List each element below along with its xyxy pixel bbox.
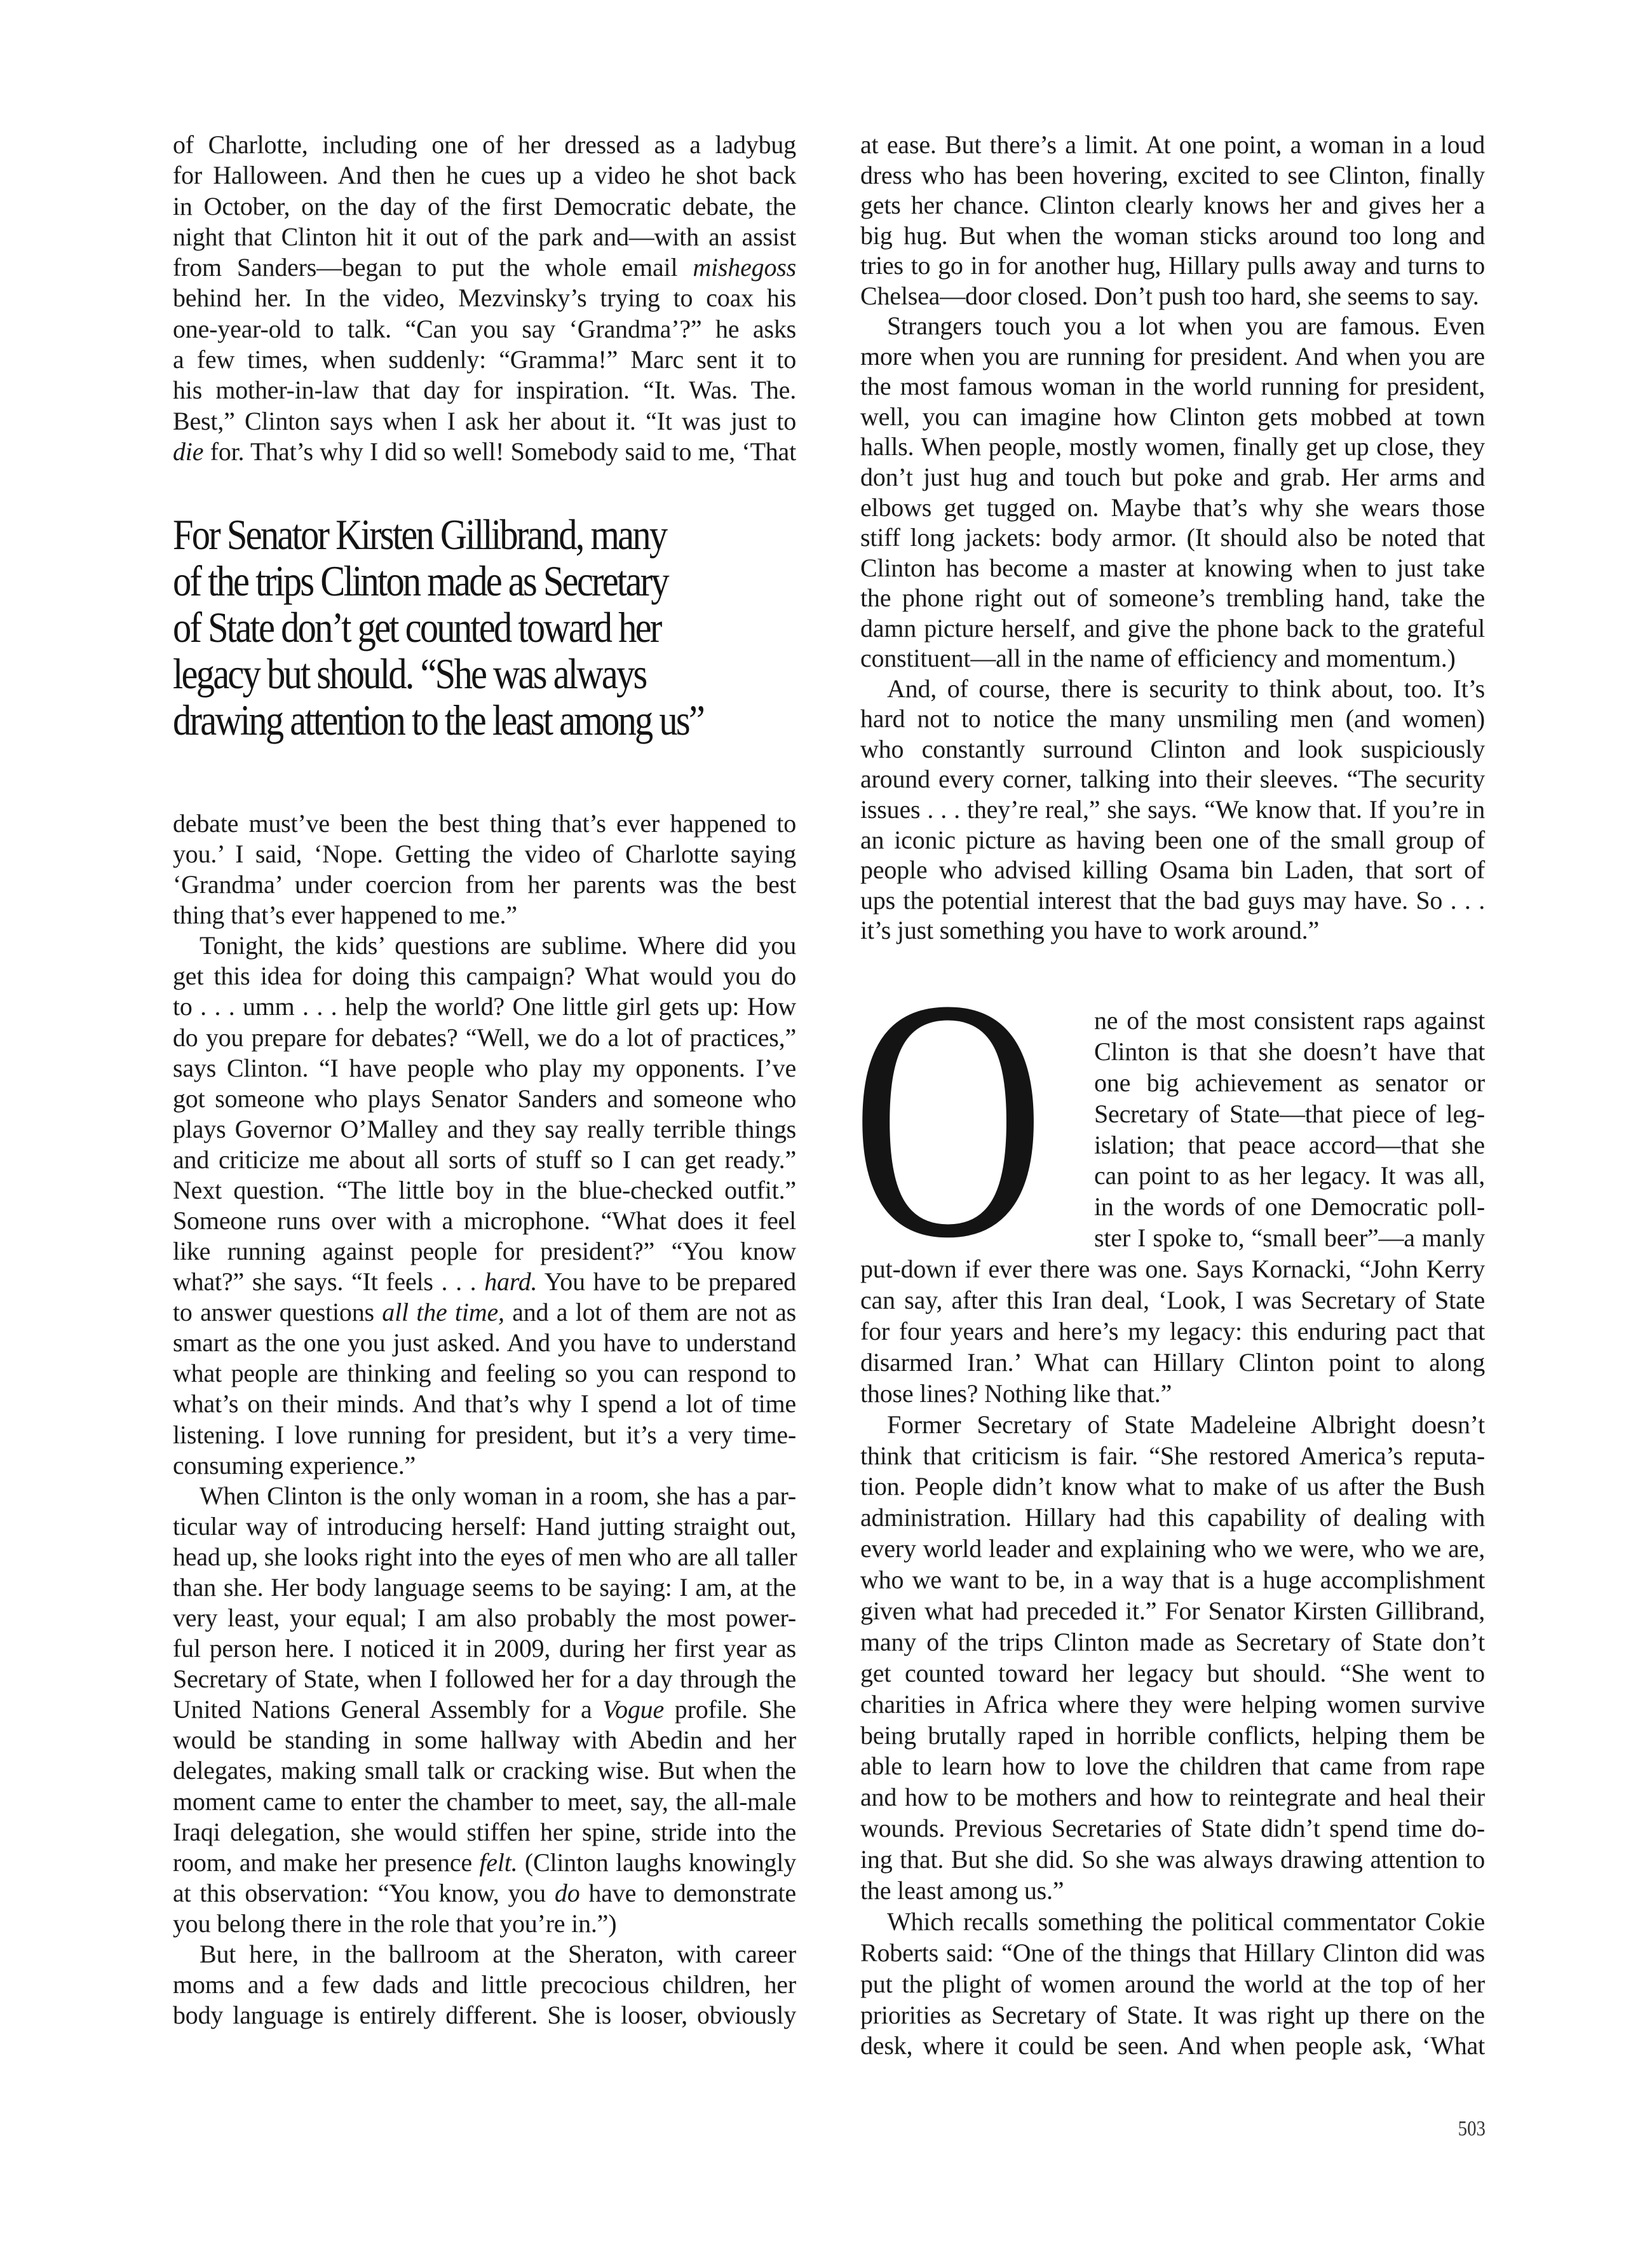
text-line: get counted toward her legacy but should. “She went to [860, 1658, 1485, 1687]
text-line: what?” she says. “It feels . . . hard. You have to be prepared [173, 1267, 796, 1297]
text-line: at this observation: “You know, you do have to demonstrate [173, 1878, 796, 1907]
text-line: ups the potential interest that the bad guys may have. So . . . [860, 885, 1485, 915]
text-line: delegates, making small talk or cracking wise. But when the [173, 1756, 796, 1785]
text-line: Iraqi delegation, she would stiffen her spine, stride into the [173, 1817, 796, 1846]
text-line: the least among us.” [860, 1876, 1064, 1905]
text-line: ing that. But she did. So she was always drawing attention to [860, 1845, 1485, 1874]
text-line: for Halloween. And then he cues up a video he shot back [173, 161, 796, 190]
text-line: of Charlotte, including one of her dressed as a ladybug [173, 130, 796, 159]
text-line: one-year-old to talk. “Can you say ‘Grandma’?” he asks [173, 314, 796, 343]
text-line: room, and make her presence felt. (Clinton laughs knowingly [173, 1848, 797, 1877]
text-line: priorities as Secretary of State. It was right up there on the [860, 2000, 1485, 2029]
text-line: to answer questions all the time, and a lot of them are not as [173, 1298, 796, 1327]
text-line: dress who has been hovering, excited to see Clinton, finally [860, 160, 1485, 189]
text-line: desk, where it could be seen. And when people ask, ‘What [860, 2031, 1485, 2060]
italic-emphasis: all the time, [382, 1298, 504, 1327]
text-line: in the words of one Democratic poll- [1094, 1192, 1485, 1222]
pull-quote-line: For Senator Kirsten Gillibrand, many [173, 510, 667, 559]
italic-emphasis: mishegoss [693, 253, 796, 282]
text-line: charities in Africa where they were helping women survive [860, 1689, 1485, 1719]
text-line: more when you are running for president. And when you are [860, 341, 1485, 371]
text-line: think that criticism is fair. “She restored America’s reputa- [860, 1441, 1485, 1470]
text-line: debate must’ve been the best thing that’s ever happened to [173, 809, 796, 838]
text-line: Clinton is that she doesn’t have that [1094, 1037, 1485, 1066]
pull-quote-line: legacy but should. “She was always [173, 650, 646, 698]
text-line: Secretary of State—that piece of leg- [1094, 1099, 1485, 1128]
text-line: very least, your equal; I am also probably the most power- [173, 1603, 796, 1633]
text-line: constituent—all in the name of efficiency and momentum.) [860, 644, 1456, 673]
text-line: wounds. Previous Secretaries of State didn’t spend time do- [860, 1814, 1485, 1843]
text-line: listening. I love running for president, but it’s a very time- [173, 1420, 796, 1449]
text-line: administration. Hillary had this capability of dealing with [860, 1503, 1485, 1532]
text-line: than she. Her body language seems to be saying: I am, at the [173, 1572, 796, 1602]
text-line: it’s just something you have to work around.” [860, 916, 1320, 945]
text-line: damn picture herself, and give the phone back to the grateful [860, 613, 1485, 643]
text-line: the most famous woman in the world running for president, [860, 372, 1485, 401]
text-line: smart as the one you just asked. And you have to understand [173, 1328, 796, 1358]
text-line: die for. That’s why I did so well! Somebody said to me, ‘That [173, 437, 796, 466]
text-line: behind her. In the video, Mezvinsky’s trying to coax his [173, 283, 796, 313]
text-line: gets her chance. Clinton clearly knows her and gives her a [860, 191, 1485, 220]
left-column-top-text [173, 130, 796, 467]
text-line: islation; that peace accord—that she [1094, 1130, 1485, 1159]
text-line: what’s on their minds. And that’s why I spend a lot of time [173, 1389, 796, 1419]
text-line: thing that’s ever happened to me.” [173, 901, 517, 930]
text-line: Next question. “The little boy in the blue-checked outfit.” [173, 1175, 796, 1204]
text-line: people who advised killing Osama bin Laden, that sort of [860, 855, 1485, 885]
text-line: a few times, when suddenly: “Gramma!” Marc sent it to [173, 345, 796, 374]
text-line: and how to be mothers and how to reintegrate and heal their [860, 1783, 1485, 1812]
text-line: Clinton has become a master at knowing when to just take [860, 553, 1485, 582]
text-line: from Sanders—began to put the whole email mishegoss [173, 253, 796, 282]
text-line: big hug. But when the woman sticks around too long and [860, 221, 1485, 250]
text-line: tries to go in for another hug, Hillary pulls away and turns to [860, 251, 1485, 280]
text-line: And, of course, there is security to think about, too. It’s [887, 674, 1485, 703]
text-line: stiff long jackets: body armor. (It should also be noted that [860, 523, 1485, 552]
pull-quote-line: of the trips Clinton made as Secretary [173, 557, 668, 605]
text-line: Someone runs over with a microphone. “What does it feel [173, 1206, 796, 1235]
italic-emphasis: felt. [479, 1848, 518, 1877]
text-line: tion. People didn’t know what to make of us after the Bush [860, 1472, 1485, 1501]
drop-cap: O [851, 929, 1045, 1309]
text-line: But here, in the ballroom at the Sheraton, with career [200, 1939, 796, 1968]
text-line: ster I spoke to, “small beer”—a manly [1094, 1223, 1485, 1253]
text-line: Best,” Clinton says when I ask her about it. “It was just to [173, 406, 796, 435]
text-line: to . . . umm . . . help the world? One little girl gets up: How [173, 992, 796, 1021]
text-line: who constantly surround Clinton and look suspiciously [860, 734, 1485, 763]
text-line: moms and a few dads and little precocious children, her [173, 1970, 796, 1999]
text-line: can say, after this Iran deal, ‘Look, I was Secretary of State [860, 1286, 1485, 1315]
text-line: When Clinton is the only woman in a room, she has a par- [200, 1481, 796, 1510]
italic-emphasis: die [173, 437, 204, 466]
text-line: halls. When people, mostly women, finally get up close, they [860, 432, 1485, 461]
text-line: you.’ I said, ‘Nope. Getting the video of Charlotte saying [173, 840, 796, 869]
text-line: moment came to enter the chamber to meet, say, the all-male [173, 1787, 796, 1816]
right-column-top-text [860, 130, 1485, 946]
text-line: in October, on the day of the first Democratic debate, the [173, 191, 796, 221]
text-line: you belong there in the role that you’re in.”) [173, 1909, 617, 1938]
text-line: disarmed Iran.’ What can Hillary Clinton point to along [860, 1347, 1485, 1377]
text-line: would be standing in some hallway with Abedin and her [173, 1725, 796, 1755]
text-line: Roberts said: “One of the things that Hillary Clinton did was [860, 1938, 1485, 1967]
text-line: can point to as her legacy. It was all, [1094, 1161, 1485, 1190]
text-line: every world leader and explaining who we were, who we are, [860, 1534, 1485, 1563]
text-line: given what had preceded it.” For Senator Kirsten Gillibrand, [860, 1596, 1485, 1625]
text-line: Tonight, the kids’ questions are sublime. Where did you [200, 931, 796, 960]
text-line: put the plight of women around the world at the top of her [860, 1969, 1485, 1998]
text-line: who we want to be, in a way that is a huge accomplishment [860, 1565, 1485, 1595]
text-line: don’t just hug and touch but poke and grab. Her arms and [860, 463, 1485, 492]
text-line: his mother-in-law that day for inspiration. “It. Was. The. [173, 376, 796, 405]
text-line: at ease. But there’s a limit. At one point, a woman in a loud [860, 130, 1485, 159]
text-line: for four years and here’s my legacy: this enduring pact that [860, 1316, 1485, 1345]
page-number: 503 [1458, 2117, 1486, 2141]
text-line: issues . . . they’re real,” she says. “We know that. If you’re in [860, 795, 1485, 824]
text-line: consuming experience.” [173, 1450, 416, 1480]
text-line: ticular way of introducing herself: Hand jutting straight out, [173, 1511, 796, 1541]
italic-emphasis: hard. [484, 1267, 538, 1297]
text-line: plays Governor O’Malley and they say really terrible things [173, 1114, 796, 1143]
text-line: says Clinton. “I have people who play my opponents. I’ve [173, 1053, 796, 1082]
text-line: what people are thinking and feeling so you can respond to [173, 1359, 796, 1388]
pull-quote-line: drawing attention to the least among us” [173, 696, 704, 744]
right-column-bottom-text [860, 1254, 1485, 2062]
text-line: many of the trips Clinton made as Secretary of State don’t [860, 1627, 1485, 1656]
text-line: ful person here. I noticed it in 2009, during her first year as [173, 1634, 796, 1663]
text-line: do you prepare for debates? “Well, we do a lot of practices,” [173, 1023, 796, 1052]
pull-quote [173, 512, 815, 744]
right-column-drop-cap-text [1094, 1005, 1485, 1254]
text-line: able to learn how to love the children that came from rape [860, 1752, 1485, 1781]
text-line: put-down if ever there was one. Says Kornacki, “John Kerry [860, 1255, 1485, 1284]
text-line: Chelsea—door closed. Don’t push too hard, she seems to say. [860, 281, 1479, 310]
text-line: body language is entirely different. She is looser, obviously [173, 2001, 796, 2030]
text-line: one big achievement as senator or [1094, 1068, 1485, 1097]
text-line: being brutally raped in horrible conflicts, helping them be [860, 1720, 1485, 1750]
text-line: hard not to notice the many unsmiling men (and women) [860, 704, 1485, 733]
text-line: United Nations General Assembly for a Vogue profile. She [173, 1695, 796, 1724]
text-line: around every corner, talking into their sleeves. “The security [860, 765, 1485, 794]
text-line: elbows get tugged on. Maybe that’s why she wears those [860, 493, 1485, 522]
pull-quote-line: of State don’t get counted toward her [173, 603, 661, 651]
text-line: an iconic picture as having been one of the small group of [860, 825, 1485, 854]
text-line: and criticize me about all sorts of stuff so I can get ready.” [173, 1145, 796, 1174]
text-line: Strangers touch you a lot when you are famous. Even [887, 311, 1485, 341]
text-line: like running against people for president?” “You know [173, 1237, 796, 1266]
italic-emphasis: Vogue [602, 1695, 665, 1724]
text-line: night that Clinton hit it out of the park and—with an assist [173, 222, 796, 251]
text-line: the phone right out of someone’s trembling hand, take the [860, 583, 1485, 613]
text-line: ‘Grandma’ under coercion from her parents was the best [173, 870, 796, 899]
left-column-bottom-text [173, 808, 796, 2031]
text-line: got someone who plays Senator Sanders and someone who [173, 1084, 796, 1113]
text-line: Which recalls something the political commentator Cokie [887, 1907, 1485, 1936]
text-line: head up, she looks right into the eyes of men who are all taller [173, 1542, 797, 1571]
text-line: well, you can imagine how Clinton gets mobbed at town [860, 402, 1485, 431]
text-line: those lines? Nothing like that.” [860, 1378, 1172, 1408]
text-line: get this idea for doing this campaign? What would you do [173, 962, 796, 991]
text-line: Former Secretary of State Madeleine Albright doesn’t [887, 1410, 1485, 1439]
text-line: Secretary of State, when I followed her for a day through the [173, 1664, 796, 1694]
text-line: ne of the most consistent raps against [1094, 1006, 1485, 1035]
italic-emphasis: do [554, 1878, 580, 1907]
